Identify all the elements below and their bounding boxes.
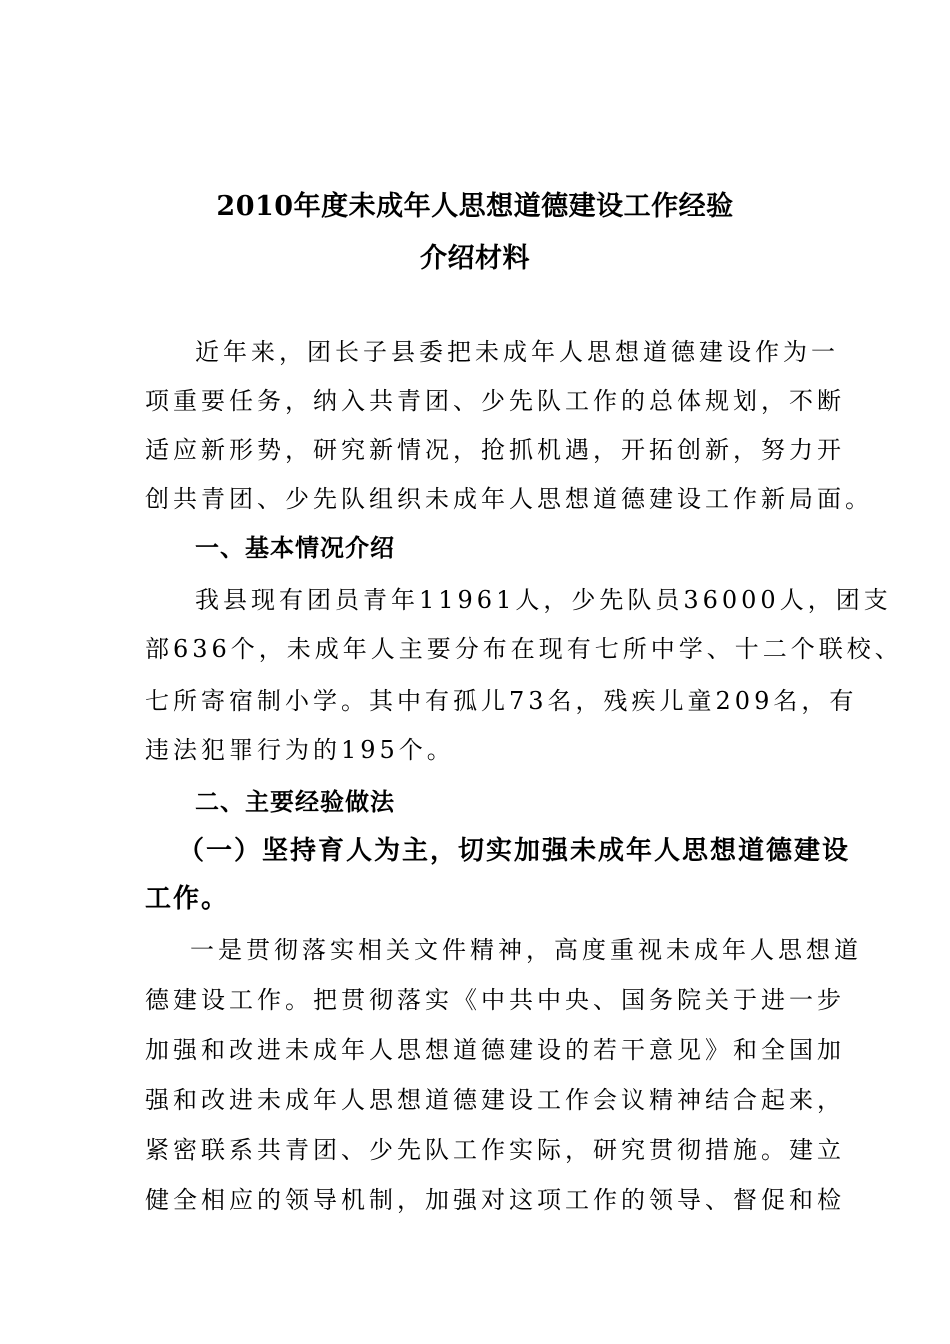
- subsection-1-heading-line: 工作。: [145, 884, 230, 914]
- section-1-paragraph-line: 违法犯罪行为的195个。: [145, 736, 455, 764]
- section-2-heading: 二、主要经验做法: [195, 787, 395, 816]
- subsection-1-paragraph-line: 健全相应的领导机制，加强对这项工作的领导、督促和检: [145, 1186, 845, 1214]
- document-title-line-1: 2010年度未成年人思想道德建设工作经验: [216, 191, 734, 222]
- section-1-paragraph-line: 部636个，未成年人主要分布在现有七所中学、十二个联校、: [145, 635, 903, 663]
- intro-paragraph-line: 适应新形势，研究新情况，抢抓机遇，开拓创新，努力开: [145, 436, 845, 464]
- intro-paragraph-line: 近年来，团长子县委把未成年人思想道德建设作为一: [195, 338, 839, 366]
- document-title-line-2: 介绍材料: [420, 243, 530, 274]
- section-1-paragraph-line: 七所寄宿制小学。其中有孤儿73名，残疾儿童209名，有: [145, 687, 858, 715]
- intro-paragraph-line: 项重要任务，纳入共青团、少先队工作的总体规划，不断: [145, 387, 845, 415]
- subsection-1-paragraph-line: 紧密联系共青团、少先队工作实际，研究贯彻措施。建立: [145, 1136, 845, 1164]
- subsection-1-paragraph-line: 强和改进未成年人思想道德建设工作会议精神结合起来，: [145, 1086, 845, 1114]
- subsection-1-paragraph-line: 加强和改进未成年人思想道德建设的若干意见》和全国加: [145, 1036, 845, 1064]
- subsection-1-paragraph-line: 一是贯彻落实相关文件精神，高度重视未成年人思想道: [190, 936, 862, 964]
- section-1-heading: 一、基本情况介绍: [195, 533, 395, 562]
- section-1-paragraph-line: 我县现有团员青年11961人，少先队员36000人，团支: [195, 586, 892, 614]
- subsection-1-paragraph-line: 德建设工作。把贯彻落实《中共中央、国务院关于进一步: [145, 986, 845, 1014]
- subsection-1-heading-line: （一）坚持育人为主，切实加强未成年人思想道德建设: [178, 836, 851, 866]
- intro-paragraph-line: 创共青团、少先队组织未成年人思想道德建设工作新局面。: [145, 485, 873, 513]
